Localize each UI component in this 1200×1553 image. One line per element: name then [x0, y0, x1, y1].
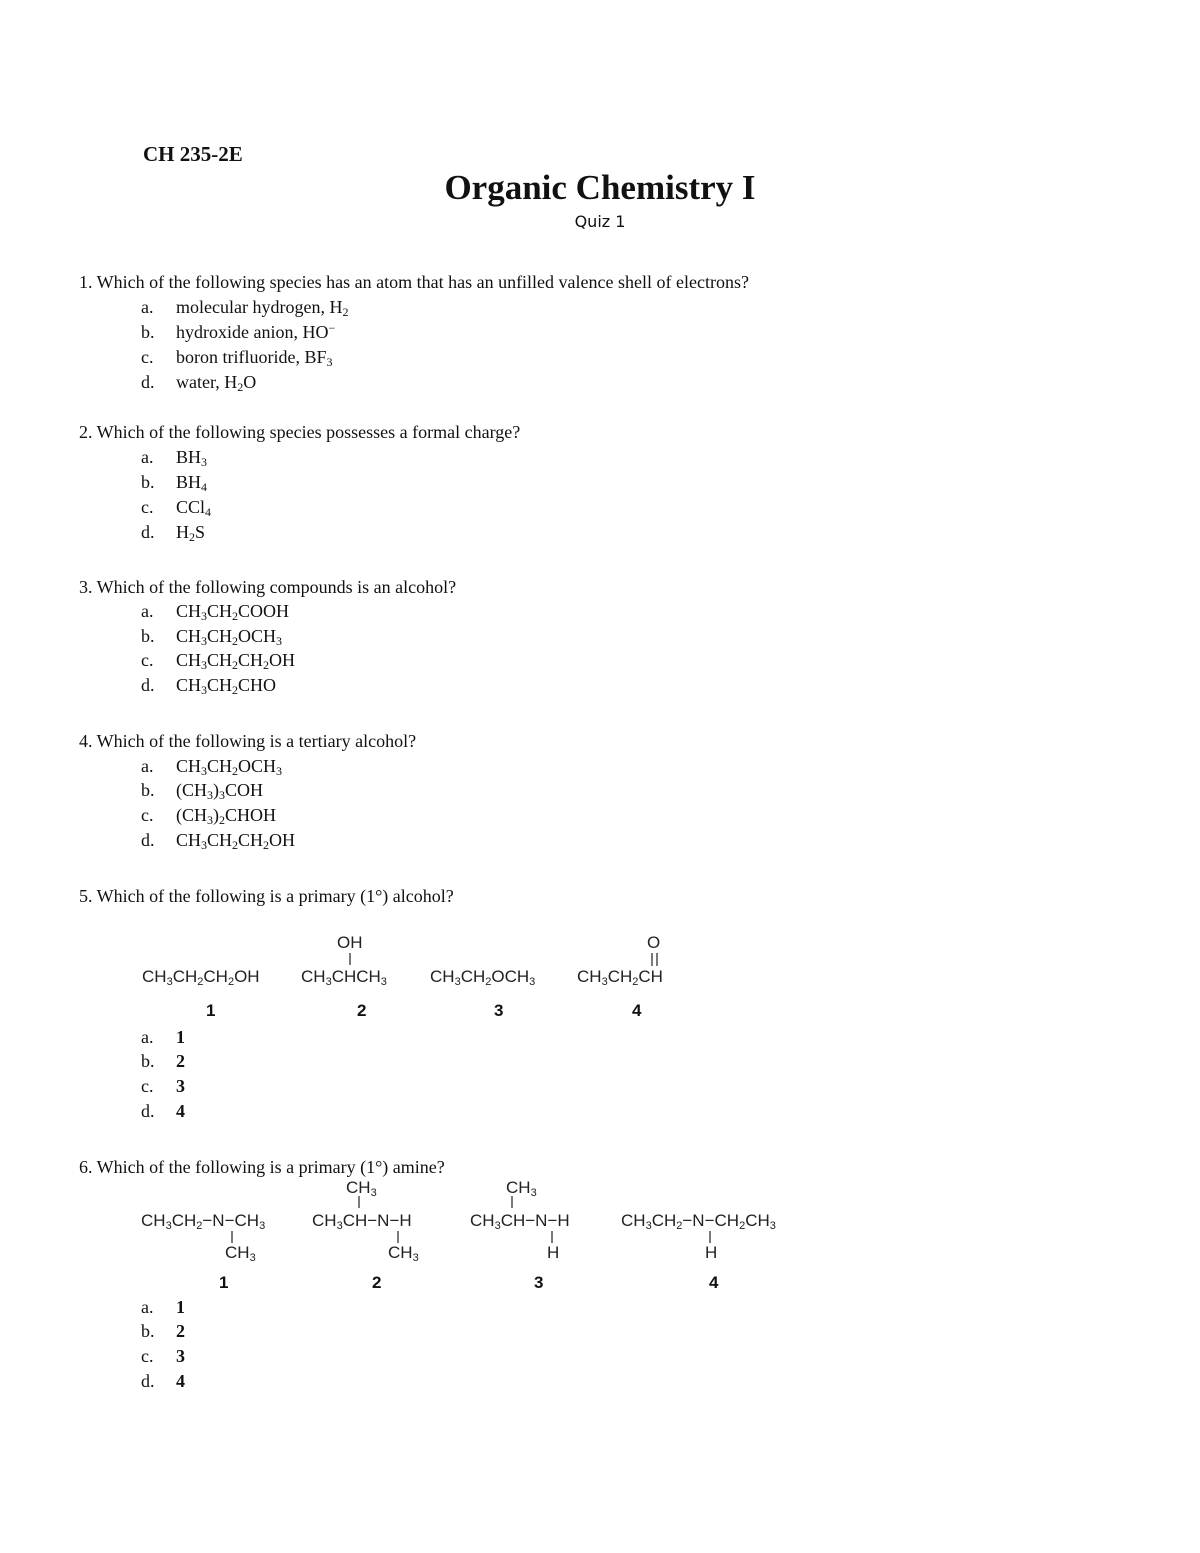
question-1-text: 1. Which of the following species has an atom that has an unfilled valence shell of electrons?: [79, 272, 749, 292]
q6-structure-4-bottom: H: [705, 1243, 718, 1262]
q3-option-b: b. $CH_3CH_2OCH_3$: [141, 626, 283, 648]
q6-option-d: d. 4: [141, 1371, 185, 1391]
q6-structure-2: $CH_3CH-N-H$: [312, 1211, 412, 1232]
q5-option-a: a. 1: [141, 1027, 185, 1047]
q5-structure-number-1: 1: [206, 1001, 216, 1020]
q6-option-c: c. 3: [141, 1346, 185, 1366]
question-4-text: 4. Which of the following is a tertiary alcohol?: [79, 731, 417, 751]
q6-option-a: a. 1: [141, 1297, 185, 1317]
course-code: CH 235-2E: [143, 142, 243, 166]
q3-option-c: c. $CH_3CH_2CH_2OH$: [141, 650, 296, 672]
q6-structure-1: $CH_3CH_2-N-CH_3$: [141, 1211, 266, 1232]
q4-option-a: a. $CH_3CH_2OCH_3$: [141, 756, 283, 778]
q5-option-c: c. 3: [141, 1076, 185, 1096]
q2-option-a: a. $BH_3$: [141, 447, 208, 469]
q6-structure-number-3: 3: [534, 1273, 544, 1292]
q1-option-c: c. boron trifluoride, $BF_3$: [141, 347, 333, 369]
q6-structure-3: $CH_3CH-N-H$: [470, 1211, 570, 1232]
page-subtitle: Quiz 1: [574, 212, 626, 231]
q5-structure-number-2: 2: [357, 1001, 367, 1020]
question-5-text: 5. Which of the following is a primary (1°) alcohol?: [79, 886, 454, 906]
question-3-text: 3. Which of the following compounds is an alcohol?: [79, 577, 457, 597]
q5-structure-1: $CH_3CH_2CH_2OH$: [142, 967, 260, 988]
question-2-text: 2. Which of the following species possesses a formal charge?: [79, 422, 521, 442]
question-6-text: 6. Which of the following is a primary (1°) amine?: [79, 1157, 445, 1177]
q1-option-a: a. molecular hydrogen, $H_2$: [141, 297, 349, 319]
q6-option-b: b. 2: [141, 1321, 185, 1341]
q6-structure-3-bottom: H: [547, 1243, 560, 1262]
q4-option-c: c. $(CH_3)_2CHOH$: [141, 805, 277, 827]
q6-structure-1-bottom: $CH_3$: [225, 1243, 256, 1264]
q5-option-b: b. 2: [141, 1051, 185, 1071]
q3-option-d: d. $CH_3CH_2CHO$: [141, 675, 277, 697]
q4-option-d: d. $CH_3CH_2CH_2OH$: [141, 830, 296, 852]
q6-structure-2-top: $CH_3$: [346, 1178, 377, 1199]
q5-structure-2-oh: OH: [337, 933, 363, 952]
q4-option-b: b. $(CH_3)_3COH$: [141, 780, 264, 802]
q2-option-d: d. $H_2S$: [141, 522, 206, 544]
q5-structure-number-3: 3: [494, 1001, 504, 1020]
q5-structure-3: $CH_3CH_2OCH_3$: [430, 967, 536, 988]
q5-structure-2: $CH_3CHCH_3$: [301, 967, 387, 988]
q5-structure-number-4: 4: [632, 1001, 642, 1020]
q5-option-d: d. 4: [141, 1101, 185, 1121]
q6-structure-4: $CH_3CH_2-N-CH_2CH_3$: [621, 1211, 776, 1232]
q3-option-a: a. $CH_3CH_2COOH$: [141, 601, 290, 623]
q2-option-b: b. $BH_4$: [141, 472, 208, 494]
q6-structure-number-1: 1: [219, 1273, 229, 1292]
q1-option-d: d. water, $H_2O$: [141, 372, 257, 394]
q2-option-c: c. CCl$_4$: [141, 497, 212, 519]
q6-structure-3-top: $CH_3$: [506, 1178, 537, 1199]
page-title: Organic Chemistry I: [444, 168, 756, 207]
q5-structure-4-o: O: [647, 933, 661, 952]
q1-option-b: b. hydroxide anion, HO−: [141, 321, 336, 342]
q6-structure-number-2: 2: [372, 1273, 382, 1292]
q6-structure-number-4: 4: [709, 1273, 719, 1292]
q5-structure-4: $CH_3CH_2CH$: [577, 967, 663, 988]
q6-structure-2-bottom: $CH_3$: [388, 1243, 419, 1264]
